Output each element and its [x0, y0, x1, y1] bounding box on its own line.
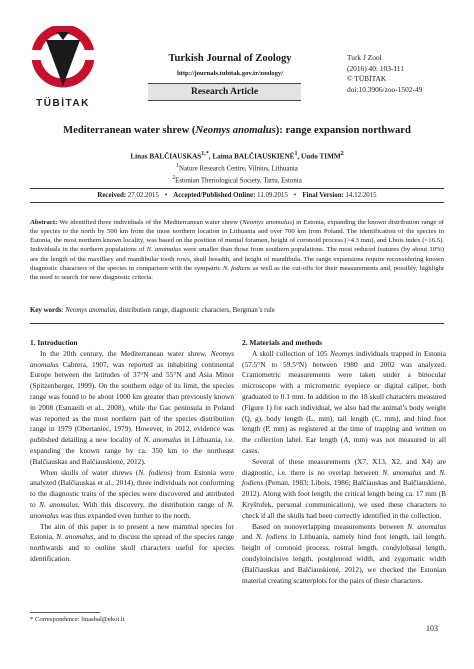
tubitak-logo — [26, 26, 100, 96]
dates-bar: Received: 27.02.2015 • Accepted/Published Online: 11.09.2015 • Final Version: 14.12.2015 — [30, 188, 444, 203]
article-title: Mediterranean water shrew (Neomys anomalus): range expansion northward — [63, 125, 411, 136]
citation-volume: (2016) 40: 103-111 — [347, 63, 404, 73]
methods-paragraph-1: A skull collection of 105 Neomys individuals trapped in Estonia (57.5°N to 59.5°N) between 1980 and 2002 was analyzed. Craniometric measurements were taken under a binocular microscope with a micrometric eyepiece or digital caliper, both graduated to 0.1 mm. In addition to the 18 skull characters measured (Figure 1) for each individual, we also had the animal’s body weight (Q, g), body length (L, mm), tail length (C, mm), and hind foot length (P, mm) as registered at the time of trapping and written on the collection label. Ear length (A, mm) was not measured in all cases. — [242, 348, 446, 455]
journal-url[interactable]: http://journals.tubitak.gov.tr/zoology/ — [176, 70, 284, 77]
intro-paragraph-3: The aim of this paper is to present a new mammal species for Estonia, N. anomalus, and to discuss the spread of the species range northwards and to outline skull characters useful for species identification. — [30, 521, 235, 563]
column-right — [242, 338, 446, 586]
column-left — [30, 338, 234, 565]
affiliation-1: $^1$Nature Research Centre, Vilnius, Lithuania — [176, 163, 298, 173]
page-number: 103 — [426, 624, 438, 633]
logo-wordmark: TÜBİTAK — [36, 98, 90, 109]
citation-block — [347, 53, 467, 95]
accepted-date: Accepted/Published Online: 11.09.2015 — [173, 192, 288, 199]
affiliations — [30, 162, 444, 185]
intro-paragraph-1: In the 20th century, the Mediterranean water shrew, Neomys anomalus Cabrera, 1907, was reported as inhabiting continental Europe between the latitudes of 37°N and 55°N and Asia Minor (Spitzenberger, 1999). On the southern edge of its limit, the species range was found to be about 1000 km greater than previously known in 2008 (Esmaeili et al., 2008), while the Gac peninsula in Poland was reported as the most northern part of the species distribution range in 1979 (Obertaniec, 1979). However, in 2012, evidence was published detailing a new locality of N. anomalus in Lithuania, i.e. expanding the known range by ca. 350 km to the northeast (Balčiauskas and Balčiauskienė, 2012). — [30, 348, 235, 466]
received-date: Received: 27.02.2015 — [97, 192, 159, 199]
methods-paragraph-2: Several of these measurements (X7, X13, X2, and X4) are diagnostic, i.e. there is no overlap between N. anomalus and N. fodiens (Peman, 1983; Libois, 1986; Balčiauskas and Balčiauskienė, 2012). Along with foot length, the critical length being ca. 17 mm (B Kryštufek, personal communication), we used these characters to check if all the skulls had been correctly identified in the collection. — [242, 456, 446, 520]
article-type-band: Research Article — [148, 83, 301, 101]
methods-heading: 2. Materials and methods — [242, 338, 323, 347]
journal-title: Turkish Journal of Zoology — [168, 53, 292, 64]
section-divider — [30, 323, 444, 324]
footnote-rule — [30, 612, 100, 613]
final-date: Final Version: 14.12.2015 — [302, 192, 377, 199]
citation-copyright: © TÜBİTAK — [347, 74, 387, 84]
correspondence-footnote: * Correspondence: linasbal@ekoi.lt — [30, 616, 125, 623]
affiliation-2: $^2$Estonian Theriological Society, Tartu, Estonia — [172, 174, 302, 184]
keywords: Key words: Neomys anomalus, distribution range, diagnostic characters, Bergman’s rule — [30, 307, 275, 314]
methods-paragraph-3: Based on nonoverlapping measurements between N. anomalus and N. fodiens in Lithuania, namely hind foot length, tail length, height of coronoid process, rostral length, condylobasal length, condyloincisive length, postglenoid width, and zygomatic width (Balčiauskas and Balčiauskienė, 2012), we checked the Estonian material creating scatterplots for the pairs of these characters. — [242, 521, 446, 585]
abstract: Abstract: We identified three individuals of the Mediterranean water shrew (Neomys anomalus) in Estonia, expanding the known distribution range of the species to the north by 500 km from the most northern location in Lithuania and over 700 km from Poland. The identification of the species in Estonia, the most northern known locality, was based on the position of mental foramen, height of coronoid process (>4.3 mm), and Lbois index (<16.5). Individuals in the northern populations of N. anomalus were smaller than those from southern populations. The most reduced features (by about 10%) are the length of the maxillary and mandibular tooth rows, skull breadth, and height of mandibula. The range expansions require reconsidering known diagnostic characters of the species in comparison with the sympatric N. fodiens as well as the cut-offs for their measurements and, possibly, highlight the need to search for new diagnostic criteria. — [30, 219, 445, 281]
citation-journal: Turk J Zool — [347, 53, 382, 62]
citation-doi[interactable]: doi:10.3906/zoo-1502-49 — [347, 84, 423, 94]
author-list: Linas $BALČIAUSKAS^{1,*}$, Laima BALČIAUSKIENĖ$^1$, Uudo TIMM$^2$ — [130, 151, 344, 161]
intro-paragraph-2: When skulls of water shrews (N. fodiens) from Estonia were analyzed (Balčiauskas et al., 2014), three individuals not conforming to the diagnostic traits of the species were discovered and attributed to N. anomalus. With this discovery, the distribution range of N. anomalus was thus expanded even further to the north. — [30, 467, 234, 520]
intro-heading: 1. Introduction — [30, 338, 78, 347]
